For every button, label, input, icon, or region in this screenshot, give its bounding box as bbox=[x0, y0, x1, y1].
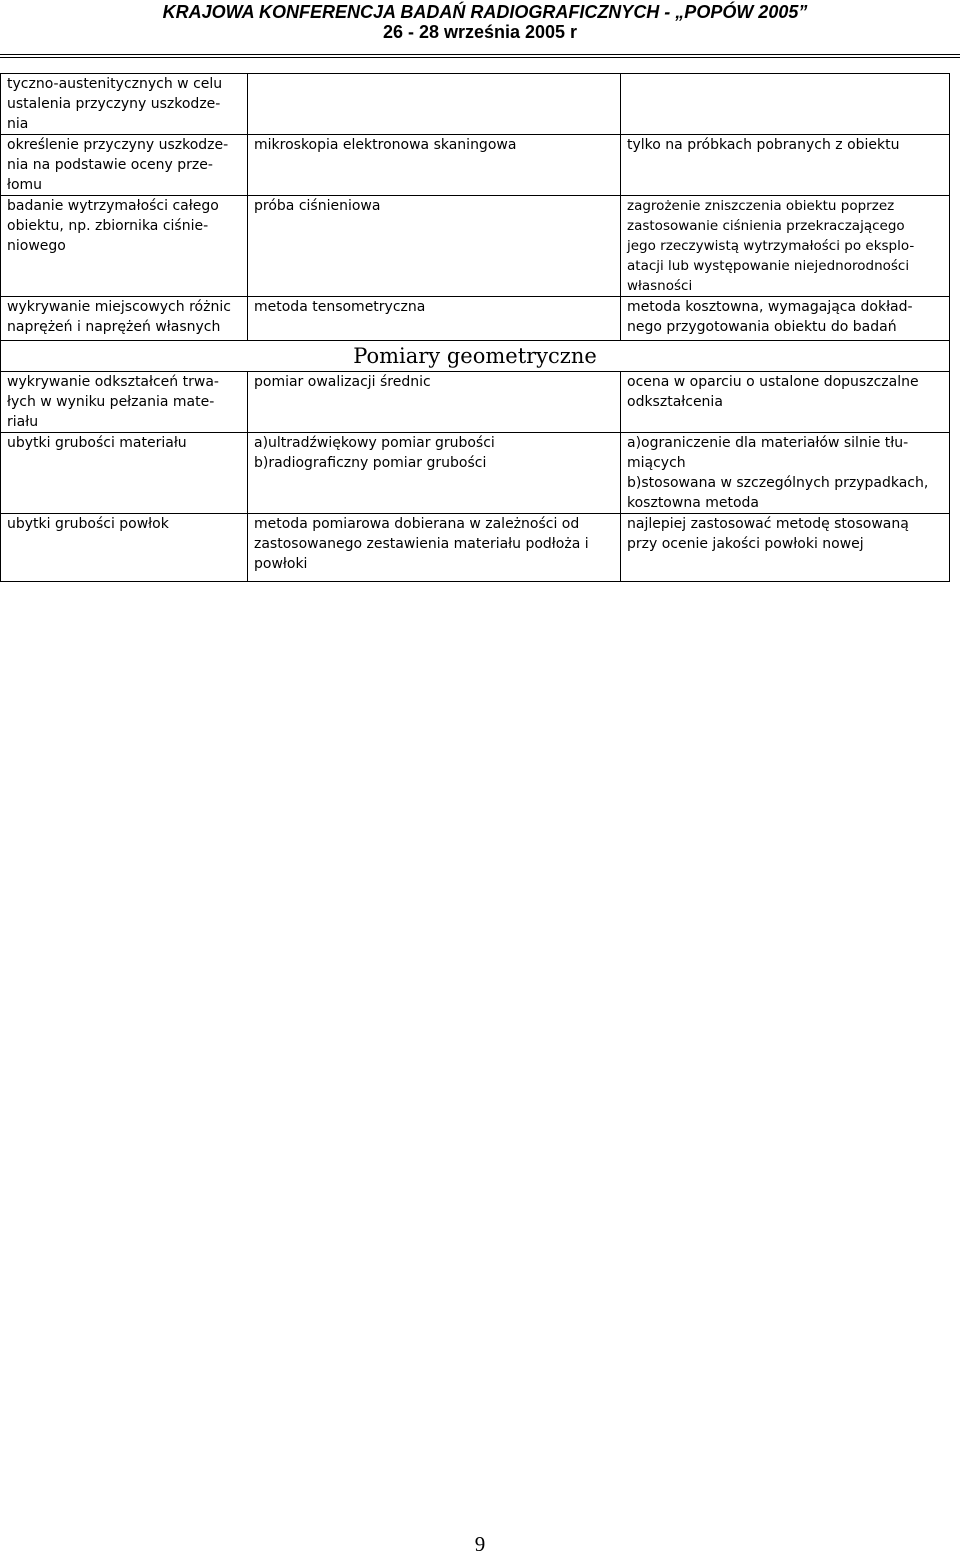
cell-line: pomiar owalizacji średnic bbox=[254, 374, 431, 390]
cell-line: zastosowanego zestawienia materiału podłoża i bbox=[254, 536, 589, 552]
cell-line: niowego bbox=[7, 238, 66, 254]
cell-line: obiektu, np. zbiornika ciśnie- bbox=[7, 218, 209, 234]
cell-line: a)ultradźwiękowy pomiar grubości bbox=[254, 435, 495, 451]
remarks-cell bbox=[621, 433, 950, 514]
header-rule bbox=[0, 54, 960, 55]
methods-table bbox=[0, 73, 950, 582]
cell-line: metoda kosztowna, wymagająca dokład- bbox=[627, 299, 913, 315]
cell-line: zastosowanie ciśnienia przekraczającego bbox=[627, 218, 905, 234]
cell-line: metoda tensometryczna bbox=[254, 299, 426, 315]
remarks-cell bbox=[621, 196, 950, 297]
remarks-cell bbox=[621, 135, 950, 196]
cell-line: atacji lub występowanie niejednorodności bbox=[627, 258, 910, 274]
cell-line: najlepiej zastosować metodę stosowaną bbox=[627, 516, 909, 532]
condition-cell bbox=[1, 74, 248, 135]
cell-line: przy ocenie jakości powłoki nowej bbox=[627, 536, 864, 552]
condition-cell bbox=[1, 196, 248, 297]
cell-line: a)ograniczenie dla materiałów silnie tłu- bbox=[627, 435, 909, 451]
method-cell bbox=[248, 372, 621, 433]
cell-line: własności bbox=[627, 278, 693, 294]
table-row bbox=[1, 372, 950, 433]
condition-cell bbox=[1, 297, 248, 341]
table-row bbox=[1, 297, 950, 341]
condition-cell bbox=[1, 514, 248, 582]
method-cell bbox=[248, 135, 621, 196]
page-header bbox=[0, 2, 960, 42]
cell-line: próba ciśnieniowa bbox=[254, 198, 381, 214]
cell-line: powłoki bbox=[254, 556, 308, 572]
cell-line: metoda pomiarowa dobierana w zależności od bbox=[254, 516, 580, 532]
cell-line: wykrywanie miejscowych różnic bbox=[7, 299, 231, 315]
remarks-cell bbox=[621, 297, 950, 341]
condition-cell bbox=[1, 433, 248, 514]
method-cell bbox=[248, 74, 621, 135]
method-cell bbox=[248, 196, 621, 297]
cell-line: ocena w oparciu o ustalone dopuszczalne bbox=[627, 374, 919, 390]
cell-line: naprężeń i naprężeń własnych bbox=[7, 319, 221, 335]
method-cell bbox=[248, 433, 621, 514]
cell-line: kosztowna metoda bbox=[627, 495, 759, 511]
cell-line: wykrywanie odkształceń trwa- bbox=[7, 374, 219, 390]
method-cell bbox=[248, 514, 621, 582]
cell-line: riału bbox=[7, 414, 39, 430]
cell-line: jego rzeczywistą wytrzymałości po eksplo- bbox=[627, 238, 915, 254]
table-row bbox=[1, 514, 950, 582]
section-row bbox=[1, 341, 950, 372]
header-rule-double bbox=[0, 57, 960, 58]
cell-line: tylko na próbkach pobranych z obiektu bbox=[627, 137, 900, 153]
remarks-cell bbox=[621, 372, 950, 433]
cell-line: nia bbox=[7, 116, 29, 132]
cell-line: tyczno-austenitycznych w celu bbox=[7, 76, 223, 92]
cell-line: miących bbox=[627, 455, 686, 471]
cell-line: odkształcenia bbox=[627, 394, 723, 410]
remarks-cell bbox=[621, 74, 950, 135]
cell-line: nia na podstawie oceny prze- bbox=[7, 157, 213, 173]
cell-line: b)stosowana w szczególnych przypadkach, bbox=[627, 475, 929, 491]
page-number: 9 bbox=[474, 1532, 486, 1556]
cell-line: ubytki grubości materiału bbox=[7, 435, 187, 451]
remarks-cell bbox=[621, 514, 950, 582]
cell-line: badanie wytrzymałości całego bbox=[7, 198, 219, 214]
cell-line: mikroskopia elektronowa skaningowa bbox=[254, 137, 517, 153]
condition-cell bbox=[1, 372, 248, 433]
conference-title: KRAJOWA KONFERENCJA BADAŃ RADIOGRAFICZNYCH - „POPÓW 2005” bbox=[162, 2, 808, 22]
condition-cell bbox=[1, 135, 248, 196]
table-row bbox=[1, 433, 950, 514]
cell-line: ustalenia przyczyny uszkodze- bbox=[7, 96, 221, 112]
table-row bbox=[1, 196, 950, 297]
cell-line: b)radiograficzny pomiar grubości bbox=[254, 455, 487, 471]
section-title: Pomiary geometryczne bbox=[1, 341, 950, 372]
cell-line: ubytki grubości powłok bbox=[7, 516, 169, 532]
cell-line: łomu bbox=[7, 177, 43, 193]
cell-line: łych w wyniku pełzania mate- bbox=[7, 394, 215, 410]
cell-line: nego przygotowania obiektu do badań bbox=[627, 319, 897, 335]
table-row bbox=[1, 74, 950, 135]
cell-line: zagrożenie zniszczenia obiektu poprzez bbox=[627, 198, 895, 214]
method-cell bbox=[248, 297, 621, 341]
table-row bbox=[1, 135, 950, 196]
conference-dates: 26 - 28 września 2005 r bbox=[382, 22, 578, 42]
cell-line: określenie przyczyny uszkodze- bbox=[7, 137, 229, 153]
